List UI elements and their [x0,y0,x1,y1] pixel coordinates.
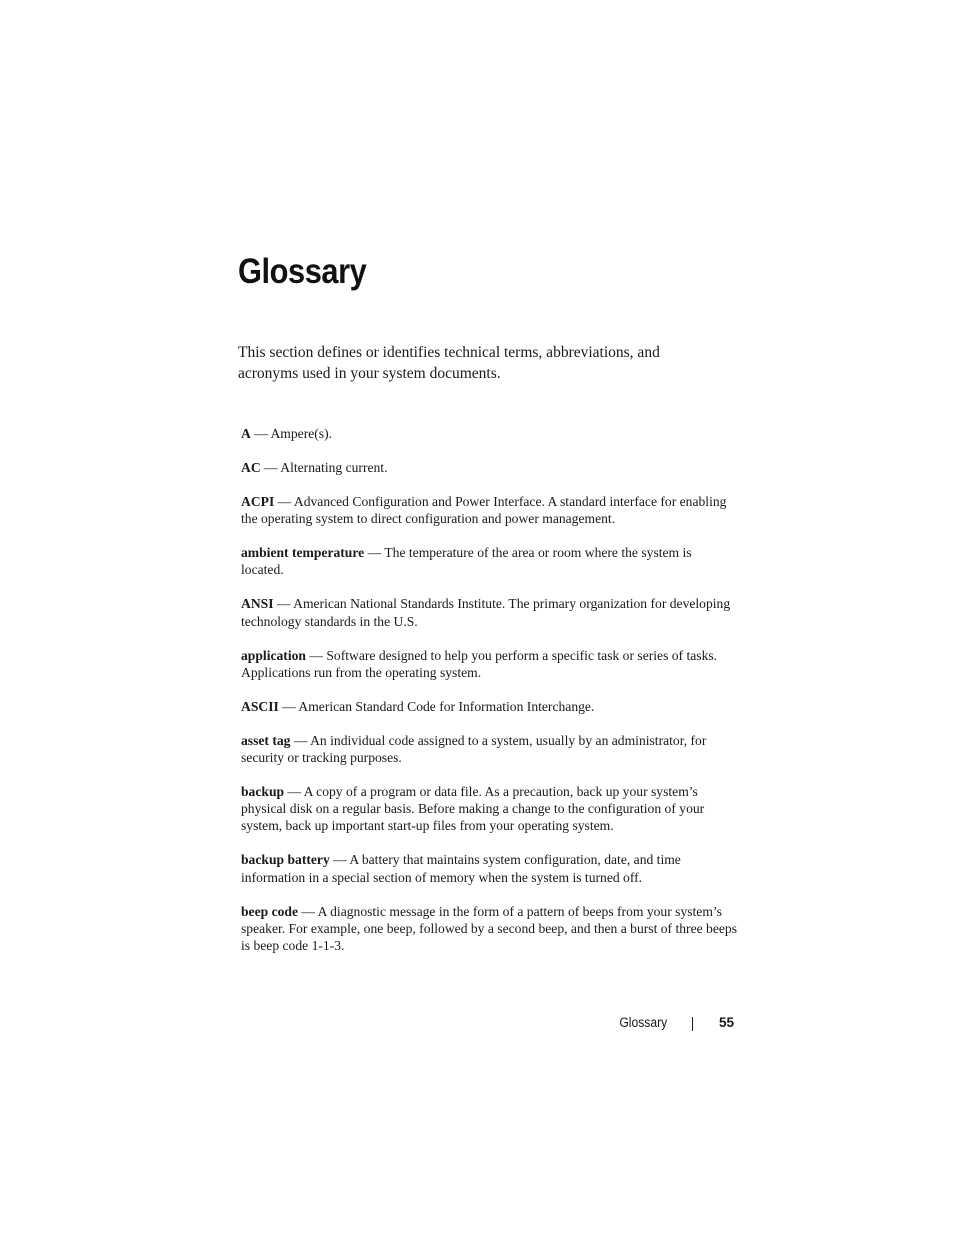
glossary-entry [241,732,737,766]
glossary-entry [241,544,737,578]
intro-paragraph: This section defines or identifies technical terms, abbreviations, and acronyms used in your system documents. [238,344,660,382]
glossary-term: backup [241,784,285,800]
glossary-term: backup battery [241,852,330,868]
glossary-term: AC [241,460,261,475]
glossary-list [241,425,737,971]
glossary-entry [241,698,737,715]
page-title: Glossary [238,252,367,291]
glossary-term: beep code [241,903,299,919]
glossary-term: asset tag [241,732,291,748]
glossary-definition: — American National Standards Institute. The primary organization for developing technology standards in the U.S. [241,596,731,629]
footer-divider [692,1017,693,1031]
glossary-term: ASCII [241,698,279,714]
footer-section-label: Glossary [619,1015,667,1030]
glossary-term: application [241,647,306,663]
glossary-entry [241,851,737,885]
glossary-definition: — Software designed to help you perform a specific task or series of tasks. Applications run from the operating system. [241,647,718,680]
glossary-term: ambient temperature [241,545,365,561]
glossary-definition: — The temperature of the area or room where the system is located. [241,545,692,578]
glossary-entry [241,493,737,527]
glossary-definition: — American Standard Code for Information Interchange. [278,698,595,714]
glossary-definition: — A copy of a program or data file. As a precaution, back up your system’s physical disk on a regular basis. Before making a change to the configuration of your system, back up important start-up files from your operating system. [241,784,705,834]
glossary-term: ANSI [241,596,274,612]
glossary-definition: — Ampere(s). [250,426,332,441]
glossary-term: ACPI [241,494,275,509]
glossary-entry [241,459,737,476]
glossary-definition: — A diagnostic message in the form of a pattern of beeps from your system’s speaker. For example, one beep, followed by a second beep, and then a burst of three beeps is beep code 1-1-3. [241,903,737,954]
glossary-entry [241,425,737,442]
glossary-definition: — Alternating current. [260,460,388,475]
glossary-entry [241,595,737,629]
glossary-term: A [241,426,251,441]
glossary-definition: — Advanced Configuration and Power Interface. A standard interface for enabling the operating system to direct configuration and power management. [241,494,727,527]
footer-page-number: 55 [718,1015,734,1030]
glossary-definition: — An individual code assigned to a system, usually by an administrator, for security or tracking purposes. [241,732,707,766]
glossary-entry [241,783,737,835]
glossary-definition: — A battery that maintains system configuration, date, and time information in a special section of memory when the system is turned off. [241,852,681,885]
page-footer [0,1015,954,1035]
glossary-entry [241,647,737,681]
glossary-entry [241,903,737,955]
